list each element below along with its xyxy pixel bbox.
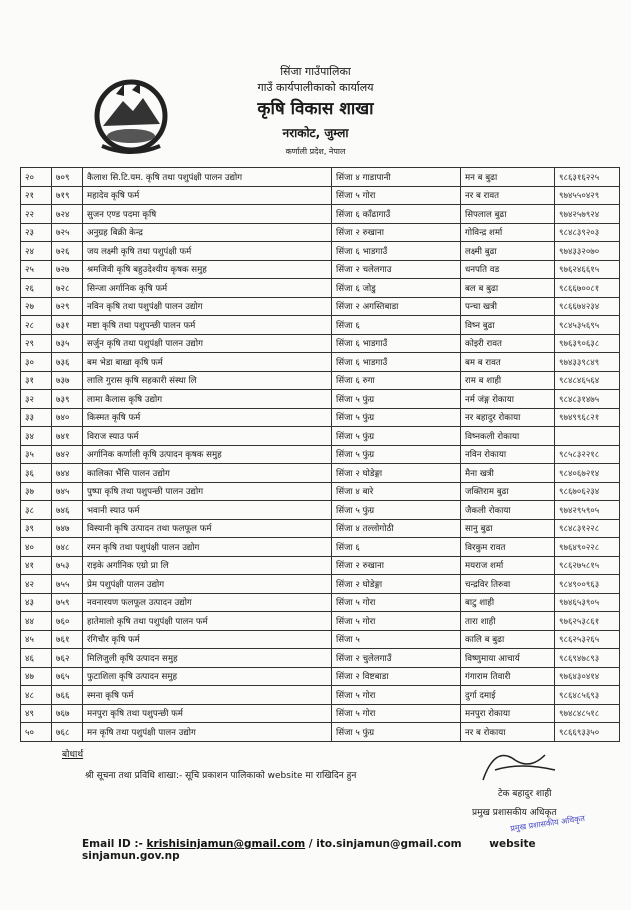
registration-number-cell: ७६७	[52, 704, 83, 723]
phone-number-cell: ९८४९००९६३	[555, 575, 620, 594]
registration-number-cell: ७३१	[52, 316, 83, 335]
contact-person-cell: बल ब बुढा	[461, 279, 555, 298]
contact-person-cell: विष्न बुढा	[461, 316, 555, 335]
contact-person-cell: कालि ब बुढा	[461, 630, 555, 649]
email-label: Email ID :-	[82, 838, 143, 850]
contact-person-cell: मन ब बुढा	[461, 168, 555, 187]
serial-number-cell: ३०	[21, 353, 52, 372]
table-row	[21, 316, 620, 335]
address-cell: सिंजा ६ भाडगाउँ	[332, 242, 461, 261]
enterprise-name-cell: मष्टा कृषि तथा पशुपन्छी पालन फर्म	[83, 316, 332, 335]
enterprise-name-cell: महादेव कृषि फर्म	[83, 186, 332, 205]
serial-number-cell: ३८	[21, 501, 52, 520]
email-link-1[interactable]: krishisinjamun@gmail.com	[146, 838, 306, 850]
registration-number-cell: ७२४	[52, 205, 83, 224]
signer-name: टेक बहादुर शाही	[498, 789, 552, 799]
address-cell: सिंजा ५ फुंग्र	[332, 427, 461, 446]
table-row	[21, 612, 620, 631]
contact-person-cell: नर ब रोकाया	[461, 723, 555, 742]
address-cell: सिंजा ५ फुंग्र	[332, 501, 461, 520]
phone-number-cell: ९८६४८५६९३	[555, 686, 620, 705]
table-row	[21, 427, 620, 446]
address-cell: सिंजा ५ गोरा	[332, 686, 461, 705]
address-cell: सिंजा २ अगस्तिबाडा	[332, 297, 461, 316]
contact-person-cell: नर्म जंङ्ग रोकाया	[461, 390, 555, 409]
phone-number-cell: ९७६४३०४१४	[555, 667, 620, 686]
table-row	[21, 297, 620, 316]
registration-number-cell: ७२७	[52, 260, 83, 279]
registration-number-cell: ७४५	[52, 482, 83, 501]
table-row	[21, 667, 620, 686]
address-cell: सिंजा ४ गाडापानी	[332, 168, 461, 187]
contact-person-cell: पन्चा खत्री	[461, 297, 555, 316]
contact-person-cell: कोइरी रावत	[461, 334, 555, 353]
contact-person-cell: राम ब शाही	[461, 371, 555, 390]
enterprise-name-cell: कालिका भैंसि पालन उद्योग	[83, 464, 332, 483]
phone-number-cell: ९७४६५३९०५	[555, 593, 620, 612]
contact-person-cell: सानु बुढा	[461, 519, 555, 538]
phone-number-cell: ९८४८३१४७५	[555, 390, 620, 409]
enterprise-name-cell: विस्यानी कृषि उत्पादन तथा फलफूल फर्म	[83, 519, 332, 538]
enterprise-name-cell: मन कृषि तथा पशुपंक्षी पालन उद्योग	[83, 723, 332, 742]
table-row	[21, 686, 620, 705]
serial-number-cell: ४४	[21, 612, 52, 631]
serial-number-cell: ३१	[21, 371, 52, 390]
registration-number-cell: ७६६	[52, 686, 83, 705]
registration-number-cell: ७३७	[52, 371, 83, 390]
contact-person-cell: दुर्गा दमाई	[461, 686, 555, 705]
table-row	[21, 464, 620, 483]
address-cell: सिंजा ५ गोरा	[332, 612, 461, 631]
phone-number-cell: ९७४८४८५१८	[555, 704, 620, 723]
contact-person-cell: जैकली रोकाया	[461, 501, 555, 520]
contact-person-cell: तारा शाही	[461, 612, 555, 631]
official-stamp: प्रमुख प्रशासकीय अधिकृत	[509, 813, 586, 834]
phone-number-cell: ९७६३९०६३८	[555, 334, 620, 353]
serial-number-cell: ३९	[21, 519, 52, 538]
serial-number-cell: ४०	[21, 538, 52, 557]
address-cell: सिंजा २ विष्टबाडा	[332, 667, 461, 686]
serial-number-cell: २६	[21, 279, 52, 298]
address-cell: सिंजा २ रुखाना	[332, 556, 461, 575]
serial-number-cell: ३५	[21, 445, 52, 464]
phone-number-cell: ९८५८३२२१८	[555, 445, 620, 464]
table-row	[21, 630, 620, 649]
registration-number-cell: ७६५	[52, 667, 83, 686]
table-row	[21, 223, 620, 242]
enterprise-name-cell: प्रेम पशुपंक्षी पालन उद्योग	[83, 575, 332, 594]
enterprise-name-cell: श्रमजिवी कृषि बहुउदेश्यीय कृषक समुह	[83, 260, 332, 279]
enterprise-name-cell: लामा कैलास कृषि उद्योग	[83, 390, 332, 409]
phone-number-cell: ९८६२५३२६५	[555, 630, 620, 649]
enterprise-name-cell: रंगिचौर कृषि फर्म	[83, 630, 332, 649]
contact-person-cell: गोविन्द्र शर्मा	[461, 223, 555, 242]
contact-person-cell: बम ब रावत	[461, 353, 555, 372]
phone-number-cell: ९८४८३९२०३	[555, 223, 620, 242]
serial-number-cell: २४	[21, 242, 52, 261]
table-row	[21, 593, 620, 612]
enterprise-name-cell: सिन्जा अर्गानिक कृषि फर्म	[83, 279, 332, 298]
serial-number-cell: ४६	[21, 649, 52, 668]
address-cell: सिंजा ५ गोरा	[332, 593, 461, 612]
registration-number-cell: ७४१	[52, 427, 83, 446]
registration-number-cell: ७३९	[52, 390, 83, 409]
contact-person-cell: नर बहादुर रोकाया	[461, 408, 555, 427]
address-cell: सिंजा ५ फुंग्र	[332, 408, 461, 427]
address-cell: सिंजा ६ काँढागाउँ	[332, 205, 461, 224]
table-row	[21, 168, 620, 187]
address-cell: सिंजा ४ तल्लोगोठी	[332, 519, 461, 538]
enterprise-name-cell: कैलाश सि.टि.यम. कृषि तथा पशुपंक्षी पालन उद्योग	[83, 168, 332, 187]
phone-number-cell: ९८४८४६५६४	[555, 371, 620, 390]
serial-number-cell: २०	[21, 168, 52, 187]
table-row	[21, 390, 620, 409]
enterprise-name-cell: मनपुरा कृषि तथा पशुपन्छी फर्म	[83, 704, 332, 723]
table-row	[21, 649, 620, 668]
enterprise-name-cell: लालि गुरास कृषि सहकारी संस्था लि	[83, 371, 332, 390]
contact-person-cell: बाटु शाही	[461, 593, 555, 612]
enterprise-name-cell: नवनारयण फलफूल उत्पादन उद्योग	[83, 593, 332, 612]
table-row	[21, 242, 620, 261]
registration-number-cell: ७५५	[52, 575, 83, 594]
serial-number-cell: ३६	[21, 464, 52, 483]
contact-person-cell: जक्तिराम बुढा	[461, 482, 555, 501]
contact-person-cell: विरकुम रावत	[461, 538, 555, 557]
contact-person-cell: चन्द्रविर तिरुवा	[461, 575, 555, 594]
registration-number-cell: ७५३	[52, 556, 83, 575]
contact-person-cell: धनपति वड	[461, 260, 555, 279]
enterprise-name-cell: हातेमालो कृषि तथा पशुपंक्षी पालन फर्म	[83, 612, 332, 631]
enterprise-name-cell: जय लक्ष्मी कृषि तथा पशुपंक्षी फर्म	[83, 242, 332, 261]
table-row	[21, 538, 620, 557]
phone-number-cell: ९७४२९५९०५	[555, 501, 620, 520]
enterprise-name-cell: राइके अर्गानिक एग्रो प्रा लि	[83, 556, 332, 575]
phone-number-cell: ९८६७०६२३४	[555, 482, 620, 501]
serial-number-cell: २९	[21, 334, 52, 353]
registration-number-cell: ७६८	[52, 723, 83, 742]
phone-number-cell: ९८६९४७८९३	[555, 649, 620, 668]
phone-number-cell: ९७६४९०२२८	[555, 538, 620, 557]
serial-number-cell: ४७	[21, 667, 52, 686]
phone-number-cell: ९७६२४६६१५	[555, 260, 620, 279]
table-row	[21, 482, 620, 501]
registration-number-cell: ७२८	[52, 279, 83, 298]
serial-number-cell: ३७	[21, 482, 52, 501]
contact-line	[82, 838, 631, 862]
enterprise-name-cell: रमन कृषि तथा पशुपंक्षी पालन उद्योग	[83, 538, 332, 557]
website-link[interactable]: website sinjamun.gov.np	[82, 838, 536, 862]
phone-number-cell: ९८६६७००८१	[555, 279, 620, 298]
contact-person-cell: सिपलाल बुढा	[461, 205, 555, 224]
address-cell: सिंजा ६ रुगा	[332, 371, 461, 390]
enterprise-name-cell: बम भेडा बाखा कृषि फर्म	[83, 353, 332, 372]
address-cell: सिंजा ५ फुंग्र	[332, 390, 461, 409]
enterprise-name-cell: नविन कृषि तथा पशुपंक्षी पालन उद्योग	[83, 297, 332, 316]
serial-number-cell: २१	[21, 186, 52, 205]
table-row	[21, 519, 620, 538]
registration-number-cell: ७१९	[52, 186, 83, 205]
serial-number-cell: ५०	[21, 723, 52, 742]
address-cell: सिंजा ५ गोरा	[332, 186, 461, 205]
registration-number-cell: ७४६	[52, 501, 83, 520]
registration-table	[20, 167, 620, 742]
address-cell: सिंजा २ घोडेङ्गा	[332, 575, 461, 594]
cc-text: श्री सूचना तथा प्रविधि शाखा:- सूचि प्रकाशन पालिकाको website मा राखिदिन हुन	[85, 771, 357, 781]
table-row	[21, 575, 620, 594]
serial-number-cell: ४५	[21, 630, 52, 649]
address-cell: सिंजा ४ बारे	[332, 482, 461, 501]
registration-number-cell: ७६०	[52, 612, 83, 631]
enterprise-name-cell: मिलिजुली कृषि उत्पादन समुह	[83, 649, 332, 668]
contact-person-cell: गंगाराम तिवारी	[461, 667, 555, 686]
address-cell: सिंजा २ चलेलगाउ	[332, 260, 461, 279]
contact-person-cell: लक्ष्मी बुढा	[461, 242, 555, 261]
phone-number-cell: ९८६६९३३५०	[555, 723, 620, 742]
table-row	[21, 556, 620, 575]
contact-person-cell: मयराज शर्मा	[461, 556, 555, 575]
serial-number-cell: २८	[21, 316, 52, 335]
table-row	[21, 445, 620, 464]
registration-number-cell: ७६१	[52, 630, 83, 649]
phone-number-cell: ९७४५५०४२९	[555, 186, 620, 205]
separator: /	[308, 838, 313, 850]
signature-icon	[475, 740, 565, 785]
phone-number-cell: ९८४५३५६९५	[555, 316, 620, 335]
registration-number-cell: ७३६	[52, 353, 83, 372]
enterprise-name-cell: किस्मत कृषि फर्म	[83, 408, 332, 427]
enterprise-name-cell: अनुग्रह बिक्री केन्द्र	[83, 223, 332, 242]
serial-number-cell: २३	[21, 223, 52, 242]
address-cell: सिंजा ५ फुंग्र	[332, 445, 461, 464]
enterprise-name-cell: सुजन एण्ड पदमा कृषि	[83, 205, 332, 224]
contact-person-cell: नविन रोकाया	[461, 445, 555, 464]
phone-number-cell: ९७४३३२०७०	[555, 242, 620, 261]
table-row	[21, 279, 620, 298]
phone-number-cell: ९७४९९६८२१	[555, 408, 620, 427]
phone-number-cell	[555, 427, 620, 446]
serial-number-cell: ३२	[21, 390, 52, 409]
phone-number-cell: ९८६२७५८१५	[555, 556, 620, 575]
contact-person-cell: विष्णुमाया आचार्य	[461, 649, 555, 668]
serial-number-cell: ४३	[21, 593, 52, 612]
address-cell: सिंजा ५ गोरा	[332, 704, 461, 723]
enterprise-name-cell: स्मना कृषि फर्म	[83, 686, 332, 705]
phone-number-cell: ९७४३३९८४९	[555, 353, 620, 372]
enterprise-name-cell: अर्गानिक कर्णाली कृषि उत्पादन कृषक समुह	[83, 445, 332, 464]
address-cell: सिंजा ६ जोडु	[332, 279, 461, 298]
enterprise-name-cell: सर्जुन कृषि तथा पशुपंक्षी पालन उद्योग	[83, 334, 332, 353]
registration-number-cell: ७०९	[52, 168, 83, 187]
enterprise-name-cell: पुष्पा कृषि तथा पशुपन्छी पालन उद्योग	[83, 482, 332, 501]
serial-number-cell: २२	[21, 205, 52, 224]
table-row	[21, 371, 620, 390]
contact-person-cell: मनपुरा रोकाया	[461, 704, 555, 723]
registration-number-cell: ७४२	[52, 445, 83, 464]
section-title: कृषि विकास शाखा	[257, 99, 374, 119]
location: नराकोट, जुम्ला	[282, 126, 349, 140]
office-name: गाउँ कार्यपालीकाको कार्यालय	[257, 81, 374, 94]
address-cell: सिंजा ६ भाडगाउँ	[332, 334, 461, 353]
address-cell: सिंजा ६ भाडगाउँ	[332, 353, 461, 372]
registration-number-cell: ७४७	[52, 519, 83, 538]
serial-number-cell: ४१	[21, 556, 52, 575]
contact-person-cell: नर ब रावत	[461, 186, 555, 205]
phone-number-cell: ९८६३१६२२५	[555, 168, 620, 187]
address-cell: सिंजा २ चुलेलगाउँ	[332, 649, 461, 668]
table-row	[21, 501, 620, 520]
serial-number-cell: २५	[21, 260, 52, 279]
table-row	[21, 353, 620, 372]
address-cell: सिंजा २ रुखाना	[332, 223, 461, 242]
registration-number-cell: ७२५	[52, 223, 83, 242]
registration-number-cell: ७६२	[52, 649, 83, 668]
serial-number-cell: ४२	[21, 575, 52, 594]
phone-number-cell: ९७४२५७९२४	[555, 205, 620, 224]
registration-number-cell: ७३५	[52, 334, 83, 353]
registration-number-cell: ७४८	[52, 538, 83, 557]
registration-number-cell: ७४४	[52, 464, 83, 483]
address-cell: सिंजा ५ फुंग्र	[332, 723, 461, 742]
enterprise-name-cell: फुटाशिला कृषि उत्पादन समुह	[83, 667, 332, 686]
table-row	[21, 723, 620, 742]
table-row	[21, 260, 620, 279]
table-row	[21, 205, 620, 224]
serial-number-cell: ४९	[21, 704, 52, 723]
cc-label: बोधार्थ	[62, 750, 84, 760]
contact-person-cell: विष्नकली रोकाया	[461, 427, 555, 446]
serial-number-cell: ४८	[21, 686, 52, 705]
email-link-2[interactable]: ito.sinjamun@gmail.com	[316, 838, 462, 850]
municipality-name: सिंजा गाउँपालिका	[280, 65, 351, 78]
registration-number-cell: ७५९	[52, 593, 83, 612]
contact-person-cell: मैना खत्री	[461, 464, 555, 483]
serial-number-cell: २७	[21, 297, 52, 316]
registration-number-cell: ७२९	[52, 297, 83, 316]
serial-number-cell: ३४	[21, 427, 52, 446]
table-row	[21, 408, 620, 427]
registration-number-cell: ७२६	[52, 242, 83, 261]
registration-number-cell: ७४०	[52, 408, 83, 427]
enterprise-name-cell: भवानी स्याउ फर्म	[83, 501, 332, 520]
phone-number-cell: ९७६२५३८६१	[555, 612, 620, 631]
province: कर्णाली प्रदेश, नेपाल	[285, 147, 346, 156]
enterprise-name-cell: विराज स्याउ फर्म	[83, 427, 332, 446]
address-cell: सिंजा ६	[332, 316, 461, 335]
table-row	[21, 334, 620, 353]
phone-number-cell: ९८४०६७२१४	[555, 464, 620, 483]
table-row	[21, 704, 620, 723]
signer-title: प्रमुख प्रशासकीय अधिकृत	[472, 808, 557, 818]
address-cell: सिंजा ५	[332, 630, 461, 649]
table-row	[21, 186, 620, 205]
address-cell: सिंजा ६	[332, 538, 461, 557]
address-cell: सिंजा २ घोडेङ्गा	[332, 464, 461, 483]
serial-number-cell: ३३	[21, 408, 52, 427]
phone-number-cell: ९८६६७४२३४	[555, 297, 620, 316]
phone-number-cell: ९८४८३१२२८	[555, 519, 620, 538]
